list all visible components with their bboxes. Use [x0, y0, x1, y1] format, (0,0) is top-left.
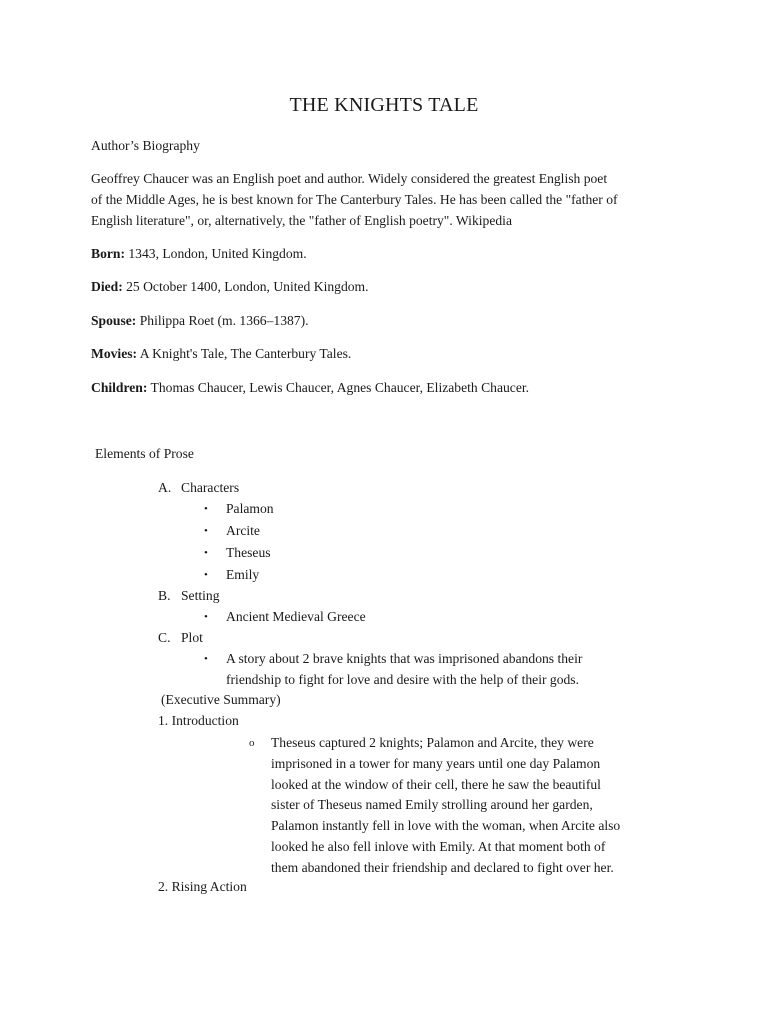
section-marker-b: B. — [158, 588, 171, 603]
bullet-icon: • — [204, 503, 208, 515]
fact-movies — [91, 344, 351, 364]
section-label-plot: Plot — [181, 630, 203, 645]
character-item: Palamon — [226, 501, 274, 516]
introduction-label: 1. Introduction — [158, 713, 239, 728]
bio-paragraph — [91, 168, 691, 231]
document-title: THE KNIGHTS TALE — [289, 94, 479, 116]
section-marker-c: C. — [158, 630, 171, 645]
bullet-icon: • — [204, 525, 208, 537]
executive-summary-label: (Executive Summary) — [161, 692, 281, 707]
plot-line: friendship to fight for love and desire with the help of their gods. — [226, 671, 579, 687]
fact-value: Thomas Chaucer, Lewis Chaucer, Agnes Chaucer, Elizabeth Chaucer. — [147, 380, 530, 395]
plot-line: A story about 2 brave knights that was imprisoned abandons their — [226, 651, 583, 666]
fact-value: 25 October 1400, London, United Kingdom. — [122, 279, 369, 294]
character-item: Theseus — [226, 545, 271, 560]
fact-children — [91, 378, 529, 398]
bullet-icon: • — [204, 547, 208, 559]
fact-label: Children: — [91, 380, 148, 395]
fact-label: Born: — [91, 246, 125, 261]
bullet-icon: • — [204, 569, 208, 581]
rising-action-label: 2. Rising Action — [158, 879, 247, 894]
intro-line: Palamon instantly fell in love with the woman, when Arcite also — [271, 818, 621, 834]
bio-heading: Author’s Biography — [91, 138, 200, 153]
intro-line: sister of Theseus named Emily strolling around her garden, — [271, 797, 593, 813]
intro-line: Theseus captured 2 knights; Palamon and Arcite, they were — [271, 735, 594, 750]
intro-line: them abandoned their friendship and declared to fight over her. — [271, 859, 614, 875]
fact-label: Movies: — [91, 346, 138, 361]
bio-line: English literature", or, alternatively, the "father of English poetry". Wikipedia — [91, 213, 512, 228]
fact-label: Died: — [91, 279, 123, 294]
fact-value: A Knight's Tale, The Canterbury Tales. — [137, 346, 352, 361]
bullet-icon: • — [204, 653, 208, 665]
plot-summary — [226, 649, 582, 691]
fact-born — [91, 244, 307, 264]
elements-heading: Elements of Prose — [95, 446, 194, 461]
character-item: Arcite — [226, 523, 260, 538]
fact-value: 1343, London, United Kingdom. — [124, 246, 307, 261]
character-item: Emily — [226, 567, 260, 582]
bullet-icon: • — [204, 611, 208, 623]
section-label-characters: Characters — [181, 480, 240, 495]
fact-died — [91, 277, 369, 297]
bio-line: of the Middle Ages, he is best known for The Canterbury Tales. He has been called the "father of — [91, 192, 618, 207]
intro-line: looked he also fell inlove with Emily. At that moment both of — [271, 838, 606, 854]
setting-item: Ancient Medieval Greece — [226, 609, 366, 624]
introduction-text — [271, 733, 620, 879]
fact-value: Philippa Roet (m. 1366–1387). — [136, 313, 309, 328]
circle-bullet-icon: o — [249, 737, 255, 749]
section-marker-a: A. — [158, 480, 172, 495]
fact-label: Spouse: — [91, 313, 137, 328]
fact-spouse — [91, 311, 309, 331]
intro-line: imprisoned in a tower for many years until one day Palamon — [271, 755, 601, 771]
section-label-setting: Setting — [181, 588, 220, 603]
intro-line: looked at the window of their cell, there he saw the beautiful — [271, 776, 601, 792]
bio-line: Geoffrey Chaucer was an English poet and author. Widely considered the greatest English poet — [91, 171, 608, 186]
